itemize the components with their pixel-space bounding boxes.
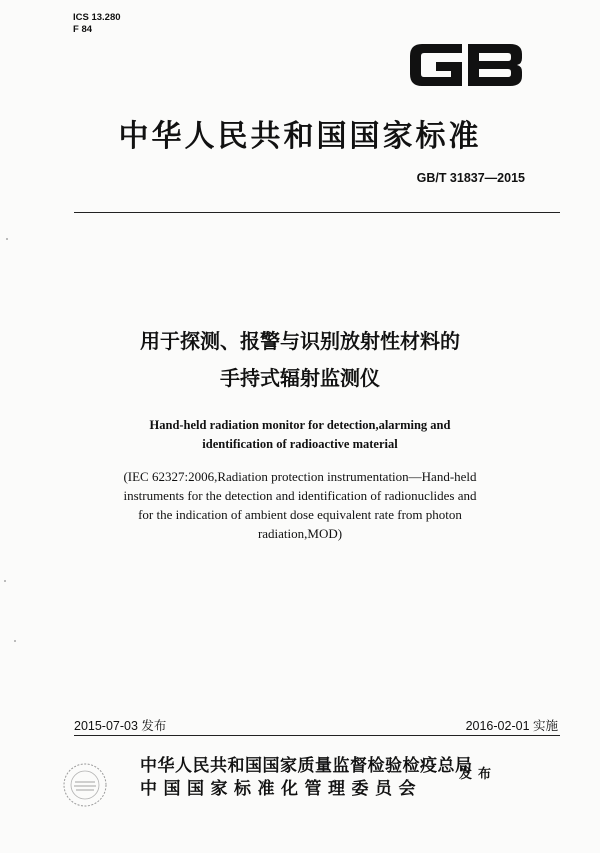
issue-date: 2015-07-03 发布 [74,719,167,733]
issuer-line-2: 中国国家标准化管理委员会 [140,779,422,799]
implementation-date: 2016-02-01 实施 [465,719,558,733]
top-divider [74,212,560,213]
scan-speck [6,238,8,240]
chinese-title-line-2: 手持式辐射监测仪 [220,366,380,390]
chinese-title-line-1: 用于探测、报警与识别放射性材料的 [140,329,460,353]
english-title-line-1: Hand-held radiation monitor for detection,alarming and [149,418,451,432]
adoption-line-4: radiation,MOD) [257,526,343,541]
issuer-line-1: 中华人民共和国国家质量监督检验检疫总局 [140,756,473,776]
bottom-divider [74,735,560,736]
ics-class: F 84 [73,24,93,35]
ics-code: ICS 13.280 [73,12,121,23]
publish-label: 发布 [459,767,498,782]
standard-number: GB/T 31837—2015 [416,171,525,185]
ics-block [73,12,121,36]
stamp-icon [62,762,108,808]
adoption-line-2: instruments for the detection and identification of radionuclides and [123,488,477,503]
scan-speck [14,640,16,642]
adoption-line-3: for the indication of ambient dose equivalent rate from photon [138,507,462,522]
scan-speck [4,580,6,582]
standard-title: 中华人民共和国国家标准 [118,119,482,154]
gb-logo-icon [406,38,526,92]
adoption-line-1: (IEC 62327:2006,Radiation protection instrumentation—Hand-held [123,469,477,484]
english-title-line-2: identification of radioactive material [202,437,398,451]
